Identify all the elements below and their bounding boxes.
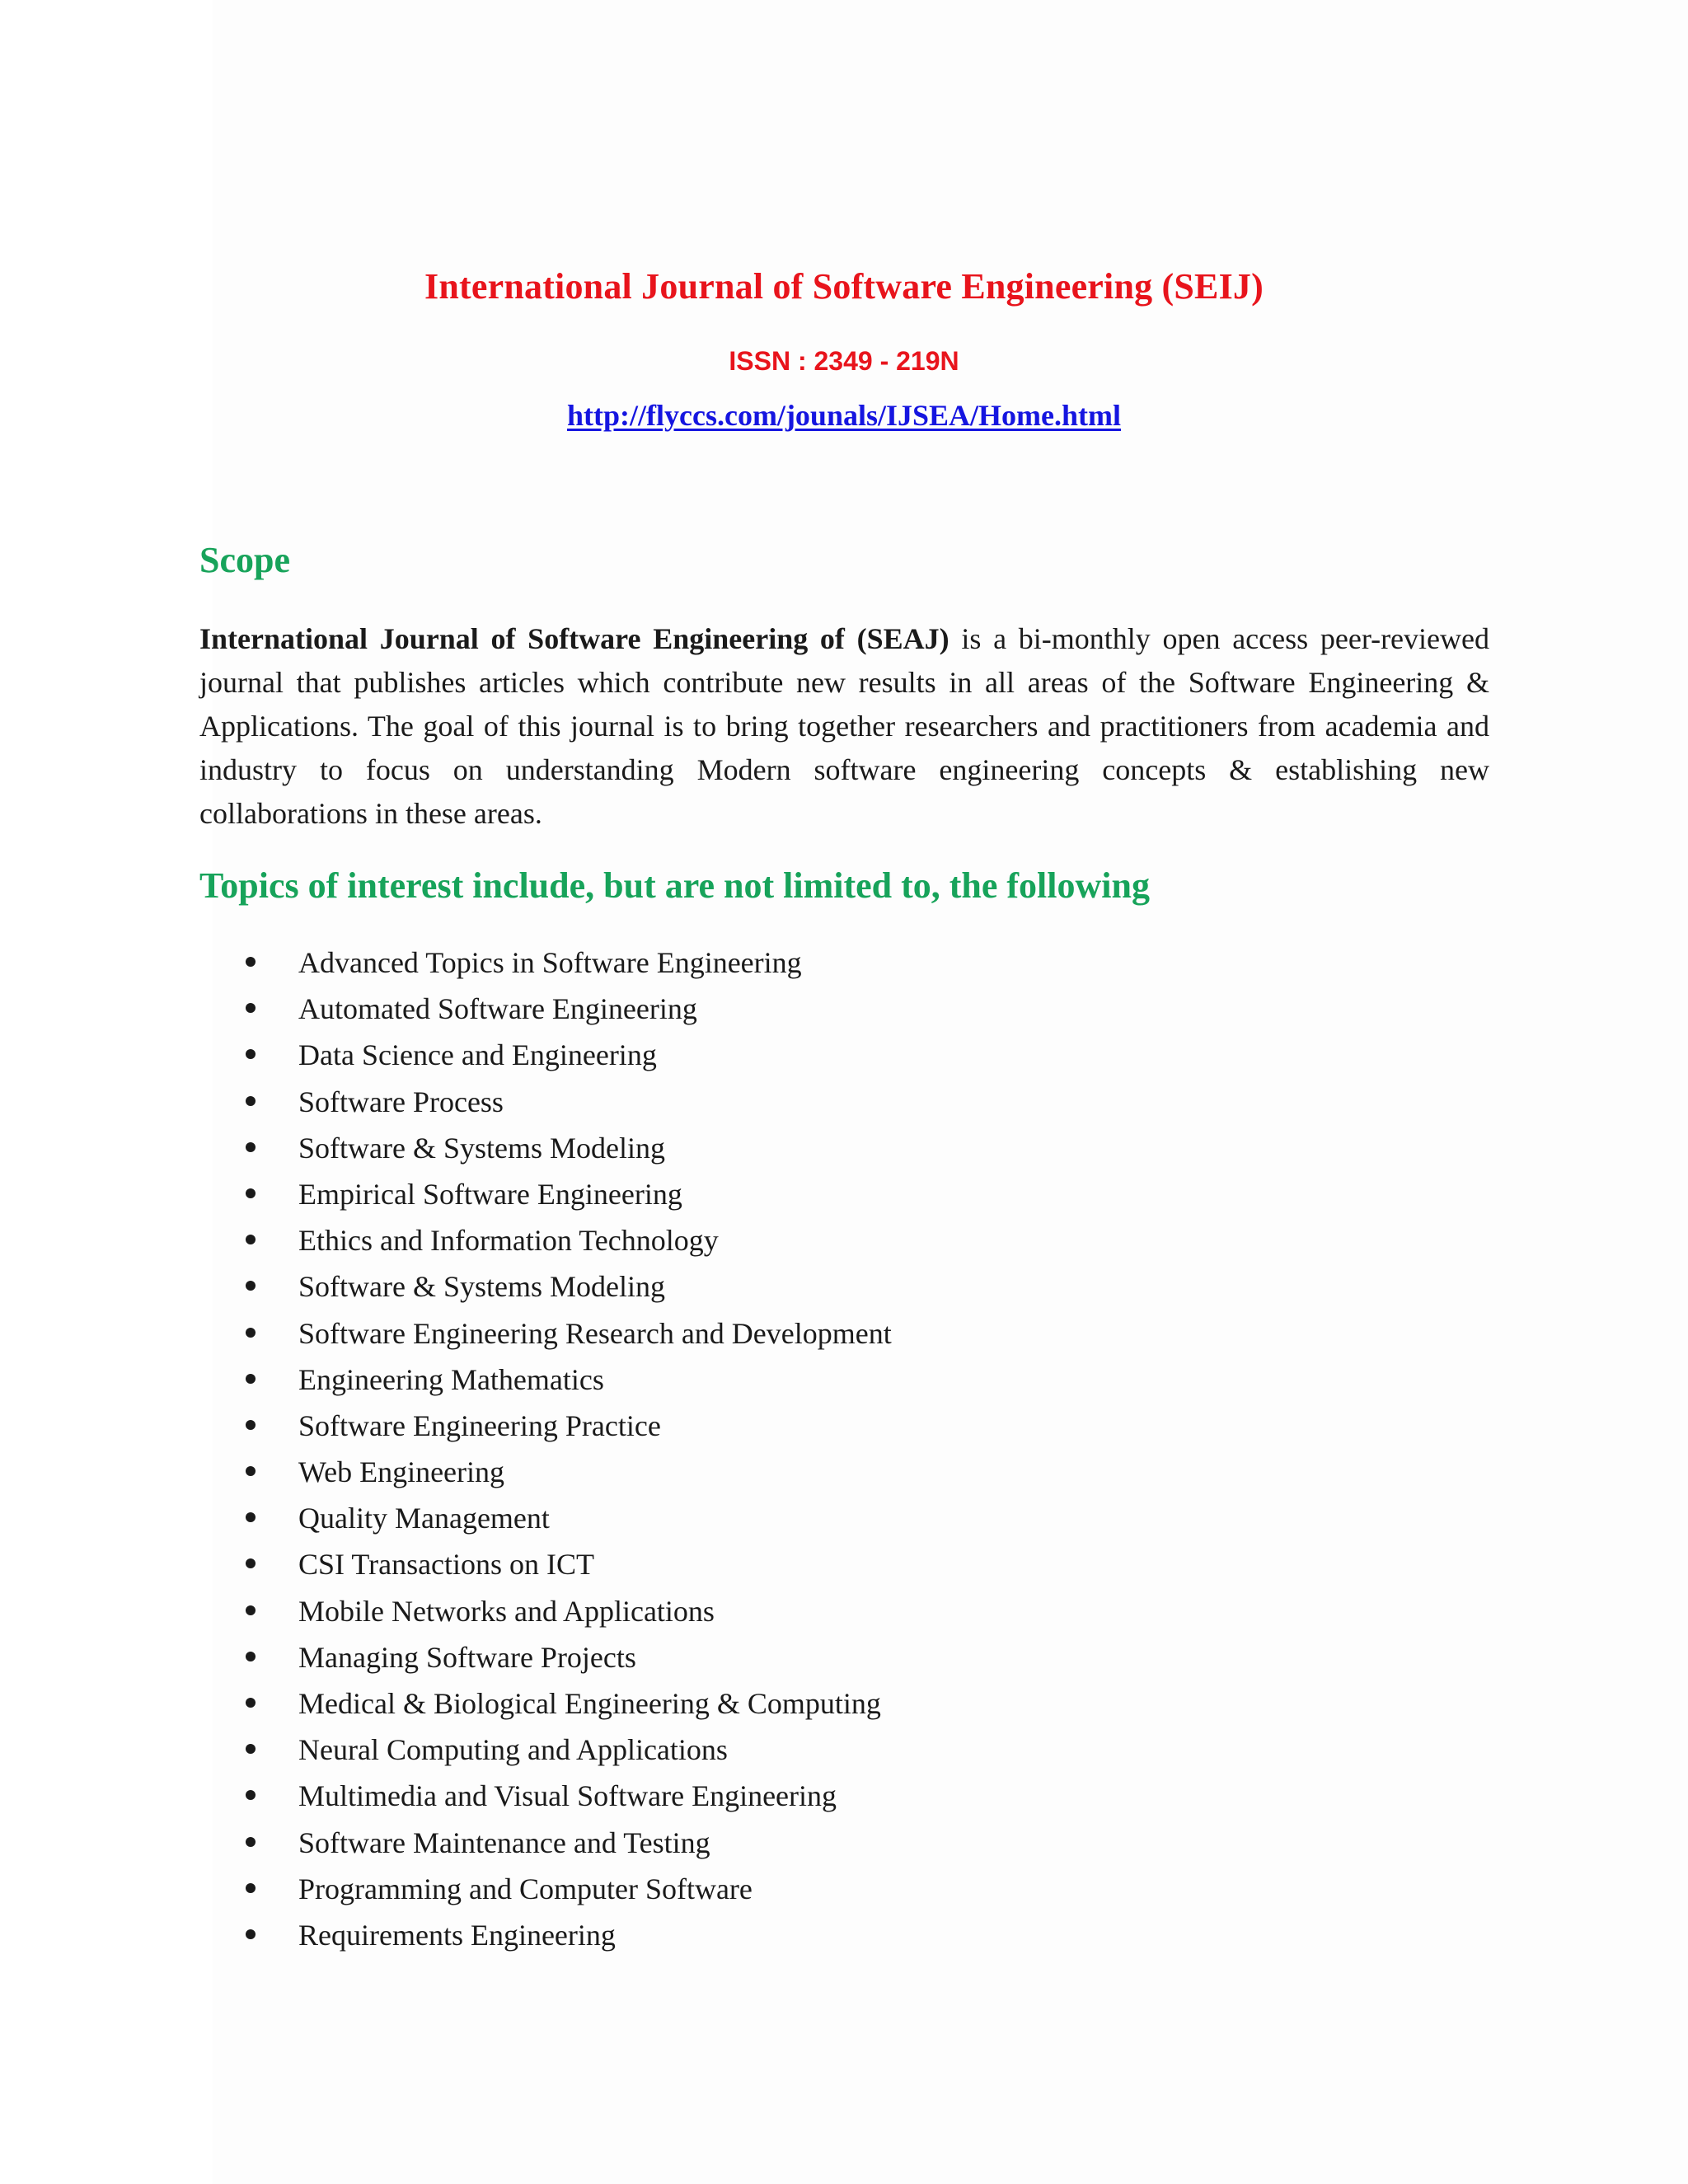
scope-paragraph: [199, 617, 1489, 836]
topic-label: Data Science and Engineering: [298, 1038, 657, 1072]
bullet-icon: [246, 1142, 256, 1152]
bullet-icon: [246, 1420, 256, 1430]
topic-label: Ethics and Information Technology: [298, 1224, 719, 1258]
bullet-icon: [246, 1374, 256, 1384]
topic-label: Quality Management: [298, 1502, 550, 1535]
bullet-icon: [246, 1328, 256, 1338]
bullet-icon: [246, 1929, 256, 1939]
bullet-icon: [246, 1281, 256, 1291]
topic-label: Multimedia and Visual Software Engineering: [298, 1779, 837, 1813]
topic-label: Neural Computing and Applications: [298, 1733, 728, 1767]
scope-heading: Scope: [199, 540, 290, 580]
topic-label: Empirical Software Engineering: [298, 1177, 682, 1211]
scope-body: is a bi-monthly open access peer-reviewed journal that publishes articles which contribute new results in all areas of the Software Engineering & Applications. The goal of this journal is to bring together researchers and practitioners from academia and industry to focus on understanding Modern software engineering concepts & establishing new collaborations in these areas.: [199, 622, 1489, 830]
topic-label: Advanced Topics in Software Engineering: [298, 946, 802, 979]
bullet-icon: [246, 1558, 256, 1568]
bullet-icon: [246, 1837, 256, 1847]
bullet-icon: [246, 1235, 256, 1244]
bullet-icon: [246, 1049, 256, 1059]
topics-heading: Topics of interest include, but are not limited to, the following: [199, 865, 1150, 906]
bullet-icon: [246, 1466, 256, 1476]
topic-label: Software & Systems Modeling: [298, 1131, 665, 1165]
journal-url-link[interactable]: http://flyccs.com/jounals/IJSEA/Home.html: [567, 399, 1121, 432]
topic-label: Software Engineering Practice: [298, 1408, 661, 1442]
topic-label: Programming and Computer Software: [298, 1872, 753, 1905]
topic-label: Requirements Engineering: [298, 1918, 616, 1952]
topic-label: Web Engineering: [298, 1455, 505, 1489]
bullet-icon: [246, 1744, 256, 1754]
bullet-icon: [246, 1652, 256, 1661]
topic-label: Engineering Mathematics: [298, 1362, 604, 1396]
topic-label: Managing Software Projects: [298, 1640, 636, 1674]
issn-label: ISSN : 2349 - 219N: [729, 346, 959, 376]
scope-lead: International Journal of Software Engineering of (SEAJ): [199, 622, 950, 655]
bullet-icon: [246, 1883, 256, 1893]
topic-label: Software Engineering Research and Development: [298, 1316, 892, 1350]
topic-label: CSI Transactions on ICT: [298, 1548, 595, 1582]
bullet-icon: [246, 1188, 256, 1198]
topic-label: Automated Software Engineering: [298, 992, 697, 1026]
bullet-icon: [246, 1096, 256, 1106]
topic-label: Medical & Biological Engineering & Computing: [298, 1687, 881, 1720]
topic-label: Software & Systems Modeling: [298, 1270, 665, 1304]
topic-label: Mobile Networks and Applications: [298, 1594, 715, 1628]
journal-title: International Journal of Software Engineering (SEIJ): [424, 266, 1264, 307]
bullet-icon: [246, 1512, 256, 1522]
journal-url: [0, 398, 1688, 433]
bullet-icon: [246, 1698, 256, 1708]
page-margin: [0, 0, 213, 2184]
bullet-icon: [246, 957, 256, 967]
bullet-icon: [246, 1605, 256, 1615]
topic-label: Software Maintenance and Testing: [298, 1825, 710, 1859]
topic-label: Software Process: [298, 1085, 504, 1118]
bullet-icon: [246, 1790, 256, 1800]
bullet-icon: [246, 1003, 256, 1013]
